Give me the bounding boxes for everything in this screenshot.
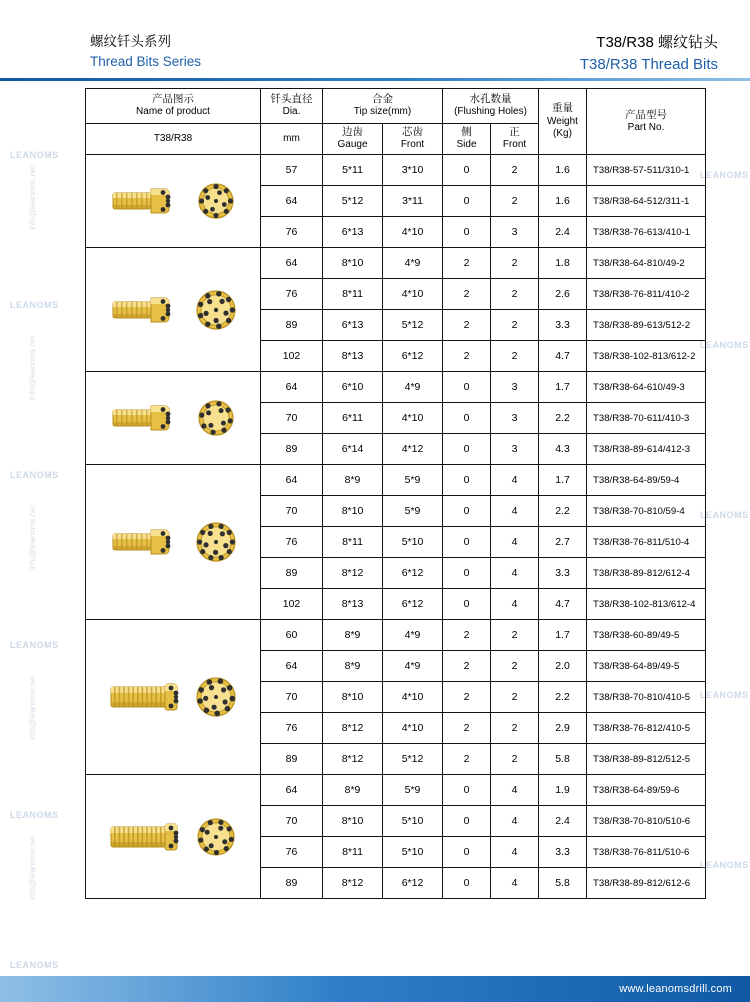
bit-face-view [193, 674, 239, 720]
cell-side-holes: 2 [443, 248, 491, 279]
header-dia: 钎头直径 Dia. [261, 89, 323, 124]
cell-part-no: T38/R38-76-812/410-5 [587, 713, 706, 744]
cell-front-holes: 4 [491, 496, 539, 527]
cell-dia: 102 [261, 589, 323, 620]
cell-gauge: 8*11 [323, 279, 383, 310]
cell-front-holes: 4 [491, 775, 539, 806]
cell-front-holes: 2 [491, 744, 539, 775]
cell-side-holes: 0 [443, 186, 491, 217]
watermark-email: info@leanoms.net [28, 505, 37, 570]
cell-gauge: 8*10 [323, 248, 383, 279]
cell-part-no: T38/R38-64-89/59-6 [587, 775, 706, 806]
watermark-logo: LEANOMS [10, 150, 59, 160]
watermark-logo: LEANOMS [10, 470, 59, 480]
cell-side-holes: 2 [443, 713, 491, 744]
header-product-en: Name of product [136, 106, 210, 118]
header-left [90, 32, 201, 71]
header-front: 芯齿 Front [383, 124, 443, 155]
cell-front: 5*12 [383, 744, 443, 775]
cell-part-no: T38/R38-64-512/311-1 [587, 186, 706, 217]
watermark-logo: LEANOMS [700, 860, 749, 870]
cell-part-no: T38/R38-70-810/59-4 [587, 496, 706, 527]
cell-front: 4*9 [383, 651, 443, 682]
cell-gauge: 8*9 [323, 651, 383, 682]
cell-dia: 70 [261, 682, 323, 713]
cell-weight: 1.7 [539, 465, 587, 496]
cell-dia: 64 [261, 372, 323, 403]
page-header [0, 0, 750, 73]
cell-gauge: 6*14 [323, 434, 383, 465]
cell-dia: 64 [261, 186, 323, 217]
cell-part-no: T38/R38-70-810/410-5 [587, 682, 706, 713]
cell-dia: 89 [261, 558, 323, 589]
cell-side-holes: 0 [443, 155, 491, 186]
product-spec-table [85, 88, 706, 899]
cell-front-holes: 2 [491, 279, 539, 310]
cell-side-holes: 2 [443, 279, 491, 310]
cell-front: 4*10 [383, 279, 443, 310]
cell-gauge: 6*13 [323, 217, 383, 248]
cell-part-no: T38/R38-57-511/310-1 [587, 155, 706, 186]
cell-part-no: T38/R38-76-811/510-4 [587, 527, 706, 558]
cell-part-no: T38/R38-64-89/49-5 [587, 651, 706, 682]
bit-side-view [107, 814, 183, 860]
cell-weight: 4.3 [539, 434, 587, 465]
bit-side-view [107, 287, 183, 333]
header-dia-unit: mm [261, 124, 323, 155]
cell-front-holes: 2 [491, 155, 539, 186]
cell-weight: 3.3 [539, 558, 587, 589]
cell-front: 5*10 [383, 527, 443, 558]
bit-side-view [107, 178, 183, 224]
cell-gauge: 8*12 [323, 713, 383, 744]
cell-gauge: 6*10 [323, 372, 383, 403]
cell-weight: 1.6 [539, 155, 587, 186]
table-row [86, 775, 706, 806]
page-footer [0, 976, 750, 1002]
cell-part-no: T38/R38-70-810/510-6 [587, 806, 706, 837]
drill-bit-illustration [86, 250, 260, 369]
cell-gauge: 8*12 [323, 868, 383, 899]
drill-bit-illustration [86, 374, 260, 462]
cell-front: 4*10 [383, 217, 443, 248]
cell-gauge: 6*13 [323, 310, 383, 341]
bit-face-view [193, 814, 239, 860]
cell-gauge: 8*11 [323, 837, 383, 868]
cell-weight: 1.7 [539, 372, 587, 403]
cell-front-holes: 3 [491, 434, 539, 465]
cell-gauge: 8*9 [323, 620, 383, 651]
cell-gauge: 8*9 [323, 775, 383, 806]
cell-part-no: T38/R38-89-614/412-3 [587, 434, 706, 465]
header-left-title-cn: 螺纹钎头系列 [90, 34, 171, 49]
cell-dia: 64 [261, 775, 323, 806]
drill-bit-illustration [86, 777, 260, 896]
cell-front-holes: 3 [491, 403, 539, 434]
cell-front: 5*9 [383, 465, 443, 496]
cell-side-holes: 0 [443, 837, 491, 868]
cell-weight: 3.3 [539, 310, 587, 341]
header-product-cn: 产品图示 [152, 93, 194, 106]
cell-weight: 1.8 [539, 248, 587, 279]
header-holes: 水孔数量 (Flushing Holes) [443, 89, 539, 124]
cell-front-holes: 4 [491, 465, 539, 496]
cell-dia: 64 [261, 465, 323, 496]
cell-part-no: T38/R38-102-813/612-2 [587, 341, 706, 372]
cell-dia: 70 [261, 403, 323, 434]
cell-weight: 3.3 [539, 837, 587, 868]
cell-side-holes: 2 [443, 310, 491, 341]
bit-face-view [193, 178, 239, 224]
cell-weight: 2.7 [539, 527, 587, 558]
cell-gauge: 8*12 [323, 558, 383, 589]
cell-front-holes: 4 [491, 806, 539, 837]
cell-part-no: T38/R38-89-613/512-2 [587, 310, 706, 341]
table-row [86, 248, 706, 279]
cell-side-holes: 2 [443, 651, 491, 682]
watermark-email: info@leanoms.net [28, 835, 37, 900]
cell-front: 4*10 [383, 682, 443, 713]
bit-face-view [193, 519, 239, 565]
watermark-logo: LEANOMS [10, 640, 59, 650]
table-row [86, 372, 706, 403]
cell-dia: 102 [261, 341, 323, 372]
table-row [86, 465, 706, 496]
cell-front-holes: 4 [491, 527, 539, 558]
table-row [86, 620, 706, 651]
cell-side-holes: 0 [443, 806, 491, 837]
product-spec-table-wrap [85, 88, 696, 899]
cell-front-holes: 2 [491, 713, 539, 744]
bit-side-view [107, 395, 183, 441]
cell-side-holes: 0 [443, 589, 491, 620]
cell-dia: 76 [261, 217, 323, 248]
cell-side-holes: 0 [443, 217, 491, 248]
watermark-email: info@leanoms.net [28, 675, 37, 740]
cell-side-holes: 2 [443, 620, 491, 651]
cell-front: 5*9 [383, 496, 443, 527]
cell-gauge: 8*12 [323, 744, 383, 775]
cell-part-no: T38/R38-64-610/49-3 [587, 372, 706, 403]
drill-bit-illustration [86, 157, 260, 245]
cell-front: 5*10 [383, 837, 443, 868]
watermark-logo: LEANOMS [10, 300, 59, 310]
cell-gauge: 8*13 [323, 341, 383, 372]
product-image-cell [86, 620, 261, 775]
cell-weight: 1.9 [539, 775, 587, 806]
cell-front-holes: 3 [491, 372, 539, 403]
cell-weight: 2.4 [539, 806, 587, 837]
cell-front: 6*12 [383, 868, 443, 899]
cell-part-no: T38/R38-70-611/410-3 [587, 403, 706, 434]
watermark-email: info@leanoms.net [28, 335, 37, 400]
cell-front: 4*12 [383, 434, 443, 465]
watermark-logo: LEANOMS [10, 960, 59, 970]
cell-front-holes: 2 [491, 651, 539, 682]
cell-front: 5*12 [383, 310, 443, 341]
cell-gauge: 5*12 [323, 186, 383, 217]
cell-weight: 1.6 [539, 186, 587, 217]
watermark-logo: LEANOMS [700, 170, 749, 180]
cell-dia: 76 [261, 279, 323, 310]
table-row [86, 155, 706, 186]
cell-front: 6*12 [383, 341, 443, 372]
cell-side-holes: 0 [443, 558, 491, 589]
cell-dia: 89 [261, 744, 323, 775]
bit-face-view [193, 395, 239, 441]
header-tip: 合金 Tip size(mm) [323, 89, 443, 124]
cell-gauge: 8*10 [323, 806, 383, 837]
cell-front-holes: 4 [491, 589, 539, 620]
cell-front: 4*9 [383, 620, 443, 651]
cell-side-holes: 2 [443, 682, 491, 713]
cell-part-no: T38/R38-76-811/410-2 [587, 279, 706, 310]
bit-side-view [107, 674, 183, 720]
product-image-cell [86, 155, 261, 248]
cell-side-holes: 0 [443, 527, 491, 558]
cell-front-holes: 4 [491, 558, 539, 589]
cell-front: 3*10 [383, 155, 443, 186]
bit-face-view [193, 287, 239, 333]
footer-website: www.leanomsdrill.com [619, 983, 732, 995]
cell-front: 4*9 [383, 248, 443, 279]
watermark-logo: LEANOMS [700, 340, 749, 350]
header-right [580, 32, 718, 76]
cell-gauge: 8*9 [323, 465, 383, 496]
cell-front: 4*9 [383, 372, 443, 403]
cell-gauge: 8*10 [323, 682, 383, 713]
cell-weight: 2.4 [539, 217, 587, 248]
product-image-cell [86, 372, 261, 465]
cell-front-holes: 2 [491, 620, 539, 651]
cell-dia: 64 [261, 248, 323, 279]
cell-weight: 2.2 [539, 682, 587, 713]
cell-gauge: 6*11 [323, 403, 383, 434]
cell-side-holes: 0 [443, 868, 491, 899]
cell-front-holes: 4 [491, 868, 539, 899]
cell-front-holes: 2 [491, 248, 539, 279]
cell-weight: 4.7 [539, 341, 587, 372]
cell-front-holes: 2 [491, 310, 539, 341]
cell-weight: 2.2 [539, 496, 587, 527]
drill-bit-illustration [86, 467, 260, 617]
cell-front-holes: 2 [491, 186, 539, 217]
cell-gauge: 8*13 [323, 589, 383, 620]
header-front-holes: 正 Front [491, 124, 539, 155]
cell-dia: 70 [261, 496, 323, 527]
product-image-cell [86, 248, 261, 372]
watermark-logo: LEANOMS [700, 690, 749, 700]
cell-part-no: T38/R38-64-89/59-4 [587, 465, 706, 496]
cell-part-no: T38/R38-76-613/410-1 [587, 217, 706, 248]
cell-dia: 89 [261, 434, 323, 465]
header-weight: 重量 Weight (Kg) [539, 89, 587, 155]
cell-dia: 64 [261, 651, 323, 682]
cell-dia: 89 [261, 310, 323, 341]
watermark-logo: LEANOMS [700, 510, 749, 520]
cell-gauge: 8*10 [323, 496, 383, 527]
cell-dia: 76 [261, 837, 323, 868]
cell-weight: 4.7 [539, 589, 587, 620]
cell-front-holes: 2 [491, 682, 539, 713]
product-image-cell [86, 775, 261, 899]
watermark-logo: LEANOMS [10, 810, 59, 820]
cell-dia: 76 [261, 713, 323, 744]
cell-dia: 57 [261, 155, 323, 186]
header-product-sub: T38/R38 [86, 124, 261, 155]
cell-front: 5*9 [383, 775, 443, 806]
cell-side-holes: 0 [443, 434, 491, 465]
cell-dia: 89 [261, 868, 323, 899]
cell-front-holes: 2 [491, 341, 539, 372]
cell-part-no: T38/R38-89-812/512-5 [587, 744, 706, 775]
cell-front: 4*10 [383, 403, 443, 434]
cell-front-holes: 3 [491, 217, 539, 248]
cell-gauge: 8*11 [323, 527, 383, 558]
cell-part-no: T38/R38-60-89/49-5 [587, 620, 706, 651]
cell-side-holes: 2 [443, 744, 491, 775]
cell-weight: 5.8 [539, 868, 587, 899]
cell-front: 5*10 [383, 806, 443, 837]
cell-part-no: T38/R38-64-810/49-2 [587, 248, 706, 279]
watermark-email: info@leanoms.net [28, 165, 37, 230]
cell-front: 6*12 [383, 558, 443, 589]
table-header-row-1 [86, 89, 706, 124]
cell-part-no: T38/R38-89-812/612-4 [587, 558, 706, 589]
cell-front-holes: 4 [491, 837, 539, 868]
cell-weight: 2.6 [539, 279, 587, 310]
cell-gauge: 5*11 [323, 155, 383, 186]
cell-side-holes: 0 [443, 775, 491, 806]
bit-side-view [107, 519, 183, 565]
header-right-title-en: T38/R38 Thread Bits [579, 55, 718, 73]
cell-dia: 70 [261, 806, 323, 837]
cell-front: 6*12 [383, 589, 443, 620]
cell-side-holes: 0 [443, 465, 491, 496]
header-side-holes: 侧 Side [443, 124, 491, 155]
cell-weight: 5.8 [539, 744, 587, 775]
header-divider [0, 78, 750, 81]
cell-weight: 2.0 [539, 651, 587, 682]
header-right-title-cn: T38/R38 螺纹钻头 [596, 34, 718, 51]
product-image-cell [86, 465, 261, 620]
cell-front: 4*10 [383, 713, 443, 744]
cell-side-holes: 2 [443, 341, 491, 372]
cell-weight: 1.7 [539, 620, 587, 651]
cell-weight: 2.2 [539, 403, 587, 434]
cell-side-holes: 0 [443, 403, 491, 434]
cell-part-no: T38/R38-76-811/510-6 [587, 837, 706, 868]
header-left-title-en: Thread Bits Series [90, 53, 202, 69]
cell-side-holes: 0 [443, 372, 491, 403]
cell-side-holes: 0 [443, 496, 491, 527]
header-partno: 产品型号 Part No. [587, 89, 706, 155]
header-gauge: 边齿 Gauge [323, 124, 383, 155]
cell-part-no: T38/R38-89-812/612-6 [587, 868, 706, 899]
cell-dia: 76 [261, 527, 323, 558]
cell-front: 3*11 [383, 186, 443, 217]
drill-bit-illustration [86, 622, 260, 772]
header-product [86, 89, 261, 124]
cell-dia: 60 [261, 620, 323, 651]
cell-part-no: T38/R38-102-813/612-4 [587, 589, 706, 620]
cell-weight: 2.9 [539, 713, 587, 744]
